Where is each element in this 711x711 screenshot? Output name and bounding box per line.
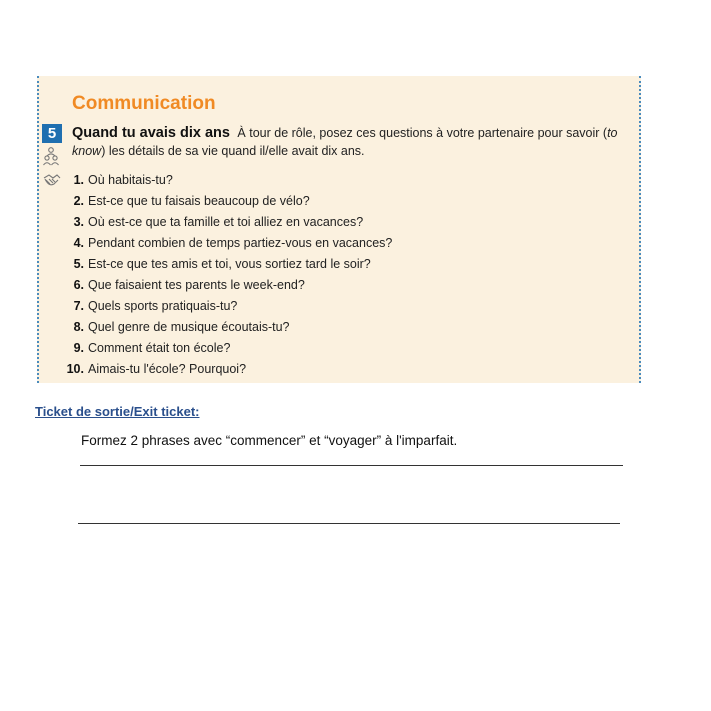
exit-ticket-instruction: Formez 2 phrases avec “commencer” et “voyager” à l'imparfait. [81, 433, 458, 448]
activity-title: Quand tu avais dix ans [72, 125, 230, 141]
question-number: 7. [73, 299, 84, 313]
question-number: 5. [73, 257, 84, 271]
exit-ticket-title: Ticket de sortie/Exit ticket: [35, 404, 200, 419]
activity-intro [72, 124, 632, 160]
answer-line-2[interactable] [78, 523, 620, 524]
answer-line-1[interactable] [80, 465, 623, 466]
instructions-italic: to know [72, 126, 618, 158]
activity-panel [37, 76, 641, 383]
question-number: 3. [73, 215, 84, 229]
question-item [61, 254, 392, 275]
question-number: 4. [73, 236, 84, 250]
instructions-text-part1: À tour de rôle, posez ces questions à votre partenaire pour savoir ( [237, 126, 608, 140]
question-text: Comment était ton école? [88, 341, 231, 355]
question-text: Où habitais-tu? [88, 173, 173, 187]
question-text: Quel genre de musique écoutais-tu? [88, 320, 290, 334]
question-item [61, 359, 392, 380]
question-text: Quels sports pratiquais-tu? [88, 299, 238, 313]
question-number: 1. [73, 173, 84, 187]
instructions-text-part2: ) les détails de sa vie quand il/elle avait dix ans. [101, 144, 365, 158]
question-item [61, 338, 392, 359]
question-item [61, 233, 392, 254]
question-text: Où est-ce que ta famille et toi alliez en vacances? [88, 215, 364, 229]
question-number: 10. [66, 362, 84, 376]
question-item [61, 317, 392, 338]
question-item [61, 170, 392, 191]
question-list [61, 170, 392, 380]
section-heading: Communication [72, 93, 216, 114]
handshake-icon [42, 170, 62, 190]
question-item [61, 296, 392, 317]
question-text: Que faisaient tes parents le week-end? [88, 278, 305, 292]
question-number: 2. [73, 194, 84, 208]
activity-number-badge: 5 [42, 124, 62, 143]
question-number: 6. [73, 278, 84, 292]
question-number: 8. [73, 320, 84, 334]
question-text: Est-ce que tu faisais beaucoup de vélo? [88, 194, 310, 208]
question-item [61, 212, 392, 233]
question-number: 9. [73, 341, 84, 355]
question-text: Aimais-tu l'école? Pourquoi? [88, 362, 247, 376]
question-item [61, 191, 392, 212]
question-item [61, 275, 392, 296]
question-text: Est-ce que tes amis et toi, vous sortiez tard le soir? [88, 257, 371, 271]
question-text: Pendant combien de temps partiez-vous en vacances? [88, 236, 393, 250]
pair-work-icon [42, 146, 62, 166]
